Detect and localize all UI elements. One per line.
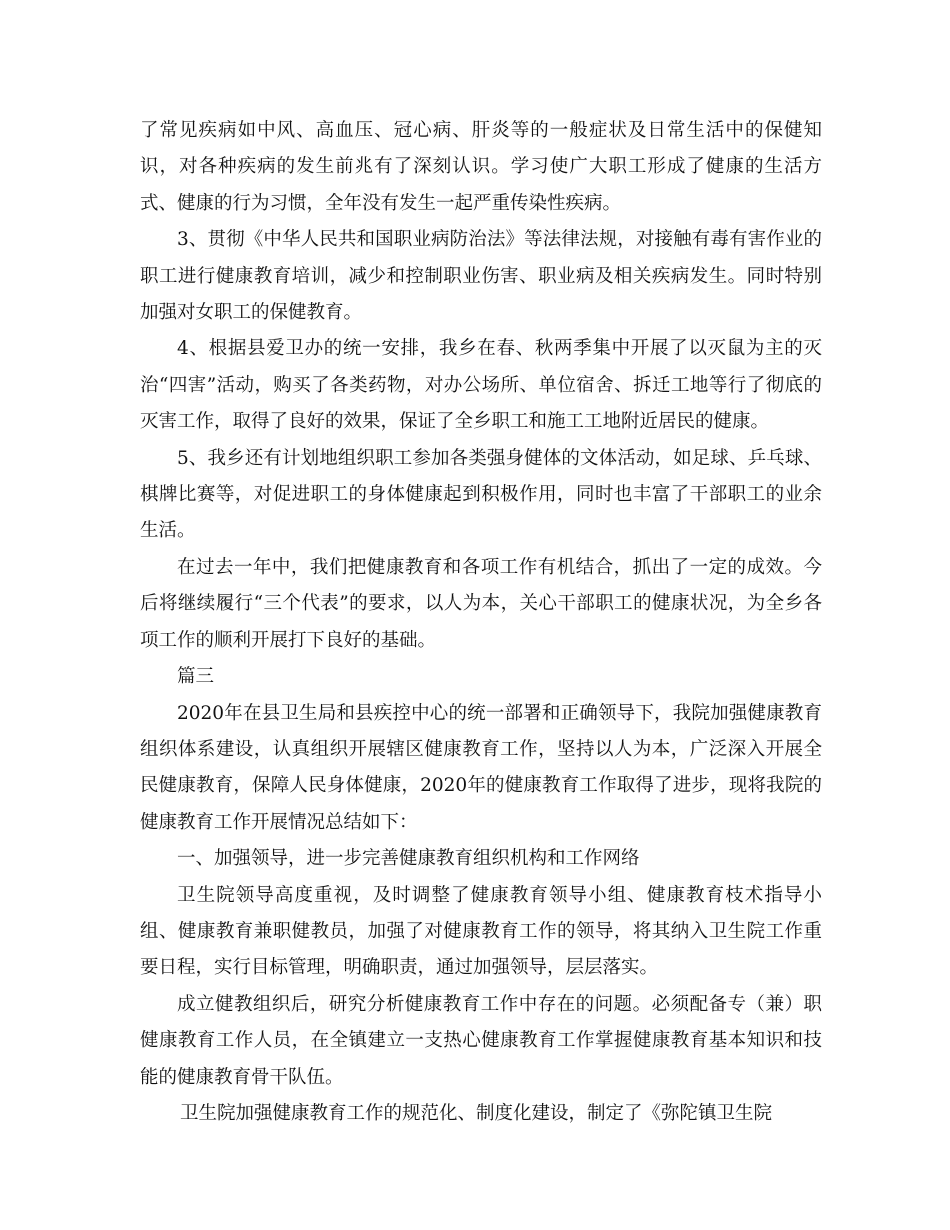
paragraph-item-5: 5、我乡还有计划地组织职工参加各类强身健体的文体活动，如足球、乒乓球、棋牌比赛等，对促进职工的身体健康起到积极作用，同时也丰富了干部职工的业余生活。 (140, 447, 822, 542)
paragraph-item-4: 4、根据县爱卫办的统一安排，我乡在春、秋两季集中开展了以灭鼠为主的灭治“四害”活动，购买了各类药物，对办公场所、单位宿舍、拆迁工地等行了彻底的灭害工作，取得了良好的效果，保证了全乡职工和施工工地附近居民的健康。 (140, 338, 822, 433)
paragraph-leadership: 卫生院领导高度重视，及时调整了健康教育领导小组、健康教育枝术指导小组、健康教育兼职健教员，加强了对健康教育工作的领导，将其纳入卫生院工作重要日程，实行目标管理，明确职责，通过加强领导，层层落实。 (140, 884, 822, 979)
paragraph-conclusion: 在过去一年中，我们把健康教育和各项工作有机结合，抓出了一定的成效。今后将继续履行“三个代表”的要求，以人为本，关心干部职工的健康状况，为全乡各项工作的顺利开展打下良好的基础。 (140, 556, 822, 651)
paragraph-standardization: 卫生院加强健康教育工作的规范化、制度化建设，制定了《弥陀镇卫生院 (180, 1102, 773, 1124)
paragraph-item-3: 3、贯彻《中华人民共和国职业病防治法》等法律法规，对接触有毒有害作业的职工进行健康教育培训，减少和控制职业伤害、职业病及相关疾病发生。同时特别加强对女职工的保健教育。 (140, 229, 822, 324)
paragraph-organization: 成立健教组织后，研究分析健康教育工作中存在的问题。必须配备专（兼）职健康教育工作人员，在全镇建立一支热心健康教育工作掌握健康教育基本知识和技能的健康教育骨干队伍。 (140, 993, 822, 1088)
section-heading-strengthen-leadership: 一、加强领导，进一步完善健康教育组织机构和工作网络 (177, 848, 640, 870)
document-body (140, 113, 822, 1132)
paragraph-continuation: 了常见疾病如中风、高血压、冠心病、肝炎等的一般症状及日常生活中的保健知识，对各种疾病的发生前兆有了深刻认识。学习使广大职工形成了健康的生活方式、健康的行为习惯，全年没有发生一起严重传染性疾病。 (140, 120, 822, 214)
paragraph-intro-2020: 2020年在县卫生局和县疾控中心的统一部署和正确领导下，我院加强健康教育组织体系建设，认真组织开展辖区健康教育工作，坚持以人为本，广泛深入开展全民健康教育，保障人民身体健康，2020年的健康教育工作取得了进步，现将我院的健康教育工作开展情况总结如下： (140, 702, 822, 833)
section-heading-part-three: 篇三 (177, 666, 215, 688)
